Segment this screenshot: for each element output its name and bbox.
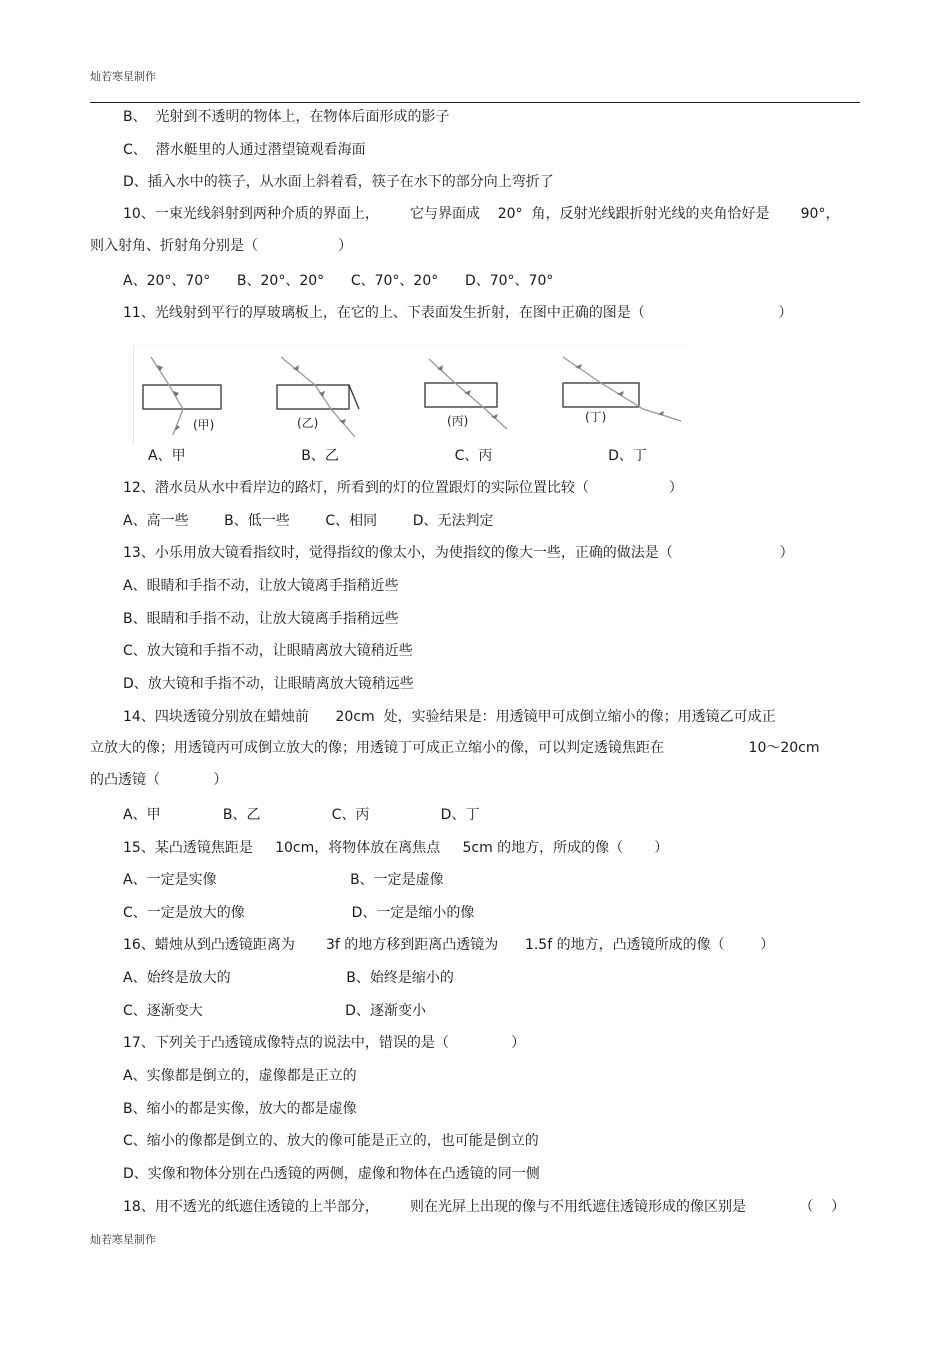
diagram-jia (143, 357, 221, 435)
question-16: 16、蜡烛从到凸透镜距离为 3f 的地方移到距离凸透镜为 1.5f 的地方，凸透镜所成的像（ ） (123, 937, 775, 953)
page-header: 灿若寒星制作 (90, 70, 156, 83)
diagram-ding-label: (丁) (585, 410, 607, 424)
option-9d: D、插入水中的筷子，从水面上斜着看，筷子在水下的部分向上弯折了 (123, 174, 554, 190)
question-11-options: A、甲 B、乙 C、丙 D、丁 (148, 448, 647, 464)
question-16-options-ab: A、始终是放大的 B、始终是缩小的 (123, 970, 454, 986)
option-17a: A、实像都是倒立的，虚像都是正立的 (123, 1068, 357, 1084)
question-15: 15、某凸透镜焦距是 10cm，将物体放在离焦点 5cm 的地方，所成的像（ ） (123, 840, 669, 856)
option-17c: C、缩小的像都是倒立的、放大的像可能是正立的，也可能是倒立的 (123, 1133, 539, 1149)
header-divider (90, 102, 860, 103)
option-13d: D、放大镜和手指不动，让眼睛离放大镜稍远些 (123, 676, 414, 692)
question-12: 12、潜水员从水中看岸边的路灯，所看到的灯的位置跟灯的实际位置比较（ ） (123, 480, 683, 496)
option-9c: C、 潜水艇里的人通过潜望镜观看海面 (123, 142, 366, 158)
question-16-options-cd: C、逐渐变大 D、逐渐变小 (123, 1003, 426, 1019)
question-10-cont: 则入射角、折射角分别是（ ） (90, 238, 353, 254)
question-15-options-cd: C、一定是放大的像 D、一定是缩小的像 (123, 905, 475, 921)
question-11: 11、光线射到平行的厚玻璃板上，在它的上、下表面发生折射，在图中正确的图是（ ） (123, 305, 793, 321)
page-footer: 灿若寒星制作 (90, 1233, 156, 1246)
diagram-ding (563, 357, 681, 424)
diagram-bing (425, 359, 507, 429)
refraction-figure (133, 345, 686, 443)
diagram-bing-label: (丙) (447, 414, 469, 428)
diagram-yi (277, 357, 359, 437)
question-17: 17、下列关于凸透镜成像特点的说法中，错误的是（ ） (123, 1035, 526, 1051)
option-17b: B、缩小的都是实像，放大的都是虚像 (123, 1101, 357, 1117)
question-10-options: A、20°、70° B、20°、20° C、70°、20° D、70°、70° (123, 273, 554, 289)
diagram-yi-label: (乙) (297, 416, 319, 430)
question-18: 18、用不透光的纸遮住透镜的上半部分， 则在光屏上出现的像与不用纸遮住透镜形成的像区别是 （ ） (123, 1199, 846, 1215)
diagram-jia-label: (甲) (193, 418, 215, 432)
question-12-options: A、高一些 B、低一些 C、相同 D、无法判定 (123, 513, 494, 529)
question-14-cont1: 立放大的像；用透镜丙可成倒立放大的像；用透镜丁可成正立缩小的像，可以判定透镜焦距在 10～20cm (90, 740, 820, 756)
question-15-options-ab: A、一定是实像 B、一定是虚像 (123, 872, 444, 888)
option-13a: A、眼睛和手指不动，让放大镜离手指稍近些 (123, 578, 399, 594)
question-14-options: A、甲 B、乙 C、丙 D、丁 (123, 807, 480, 823)
question-10: 10、一束光线斜射到两种介质的界面上， 它与界面成 20° 角，反射光线跟折射光线的夹角恰好是 90°， (123, 206, 840, 222)
refraction-diagram (133, 345, 686, 443)
option-17d: D、实像和物体分别在凸透镜的两侧，虚像和物体在凸透镜的同一侧 (123, 1166, 540, 1182)
option-13b: B、眼睛和手指不动，让放大镜离手指稍远些 (123, 611, 399, 627)
option-13c: C、放大镜和手指不动，让眼睛离放大镜稍近些 (123, 643, 413, 659)
question-14-cont2: 的凸透镜（ ） (90, 772, 228, 788)
question-13: 13、小乐用放大镜看指纹时，觉得指纹的像太小，为使指纹的像大一些，正确的做法是（ ） (123, 545, 794, 561)
question-14: 14、四块透镜分别放在蜡烛前 20cm 处，实验结果是：用透镜甲可成倒立缩小的像；用透镜乙可成正 (123, 709, 776, 725)
option-9b: B、 光射到不透明的物体上，在物体后面形成的影子 (123, 109, 450, 125)
